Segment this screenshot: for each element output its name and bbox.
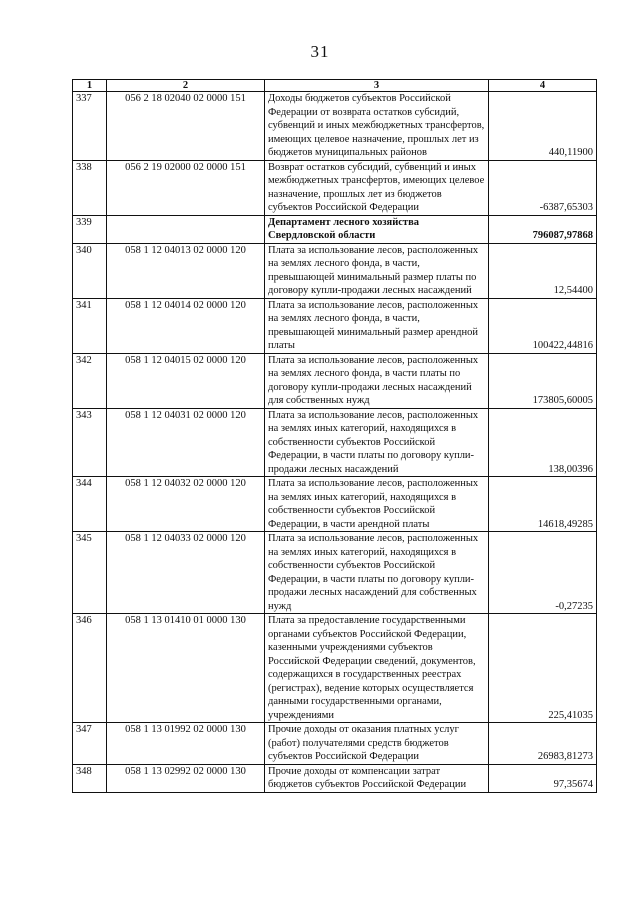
table-row [73, 298, 597, 353]
amount-cell: 225,41035 [489, 614, 597, 723]
amount-cell: 97,35674 [489, 764, 597, 792]
amount-cell: 440,11900 [489, 92, 597, 161]
header-row [73, 80, 597, 92]
amount-cell: 14618,49285 [489, 477, 597, 532]
classification-code-cell: 056 2 19 02000 02 0000 151 [107, 160, 265, 215]
row-number-cell: 337 [73, 92, 107, 161]
amount-cell: 100422,44816 [489, 298, 597, 353]
amount-cell: 138,00396 [489, 408, 597, 477]
column-header-2: 2 [107, 80, 265, 92]
table-row [73, 408, 597, 477]
classification-code-cell [107, 215, 265, 243]
classification-code-cell: 058 1 12 04033 02 0000 120 [107, 532, 265, 614]
classification-code-cell: 058 1 12 04031 02 0000 120 [107, 408, 265, 477]
description-cell: Плата за использование лесов, расположенных на землях лесного фонда, в части платы по договору купли-продажи лесных насаждений для собственных нужд [265, 353, 489, 408]
row-number-cell: 342 [73, 353, 107, 408]
description-cell: Возврат остатков субсидий, субвенций и иных межбюджетных трансфертов, имеющих целевое назначение, прошлых лет из бюджетов субъектов Российской Федерации [265, 160, 489, 215]
description-cell: Доходы бюджетов субъектов Российской Федерации от возврата остатков субсидий, субвенций и иных межбюджетных трансфертов, имеющих целевое назначение, прошлых лет из бюджетов муниципальных районов [265, 92, 489, 161]
table-row [73, 532, 597, 614]
row-number-cell: 339 [73, 215, 107, 243]
column-header-4: 4 [489, 80, 597, 92]
classification-code-cell: 058 1 13 02992 02 0000 130 [107, 764, 265, 792]
table-row [73, 477, 597, 532]
row-number-cell: 346 [73, 614, 107, 723]
classification-code-cell: 058 1 12 04013 02 0000 120 [107, 243, 265, 298]
description-cell: Прочие доходы от оказания платных услуг (работ) получателями средств бюджетов субъектов Российской Федерации [265, 723, 489, 765]
row-number-cell: 343 [73, 408, 107, 477]
column-header-3: 3 [265, 80, 489, 92]
amount-cell: 796087,97868 [489, 215, 597, 243]
row-number-cell: 348 [73, 764, 107, 792]
table-header [73, 80, 597, 92]
classification-code-cell: 058 1 12 04014 02 0000 120 [107, 298, 265, 353]
description-cell: Плата за предоставление государственными органами субъектов Российской Федерации, казенными учреждениями субъектов Российской Федерации сведений, документов, содержащихся в государственных реестрах (регистрах), ведение которых осуществляется данными государственными органами, учреждениями [265, 614, 489, 723]
classification-code-cell: 056 2 18 02040 02 0000 151 [107, 92, 265, 161]
table-row [73, 160, 597, 215]
page-number: 31 [310, 42, 330, 61]
description-cell: Плата за использование лесов, расположенных на землях иных категорий, находящихся в собственности субъектов Российской Федерации, в части платы по договору купли-продажи лесных насаждений для собственных нужд [265, 532, 489, 614]
row-number-cell: 345 [73, 532, 107, 614]
description-cell: Прочие доходы от компенсации затрат бюджетов субъектов Российской Федерации [265, 764, 489, 792]
amount-cell: 26983,81273 [489, 723, 597, 765]
row-number-cell: 338 [73, 160, 107, 215]
classification-code-cell: 058 1 13 01992 02 0000 130 [107, 723, 265, 765]
classification-code-cell: 058 1 12 04015 02 0000 120 [107, 353, 265, 408]
amount-cell: 173805,60005 [489, 353, 597, 408]
row-number-cell: 347 [73, 723, 107, 765]
description-cell: Плата за использование лесов, расположенных на землях иных категорий, находящихся в собственности субъектов Российской Федерации, в части арендной платы [265, 477, 489, 532]
description-cell: Департамент лесного хозяйства Свердловской области [265, 215, 489, 243]
description-cell: Плата за использование лесов, расположенных на землях иных категорий, находящихся в собственности субъектов Российской Федерации, в части платы по договору купли-продажи лесных насаждений [265, 408, 489, 477]
column-header-1: 1 [73, 80, 107, 92]
description-cell: Плата за использование лесов, расположенных на землях лесного фонда, в части, превышающей минимальный размер арендной платы [265, 298, 489, 353]
table-row [73, 764, 597, 792]
table-row [73, 243, 597, 298]
row-number-cell: 340 [73, 243, 107, 298]
table-row [73, 614, 597, 723]
description-cell: Плата за использование лесов, расположенных на землях лесного фонда, в части, превышающей минимальный размер платы по договору купли-продажи лесных насаждений [265, 243, 489, 298]
amount-cell: -6387,65303 [489, 160, 597, 215]
table-row [73, 723, 597, 765]
table-body [73, 92, 597, 793]
budget-revenue-table [72, 79, 597, 793]
row-number-cell: 341 [73, 298, 107, 353]
amount-cell: -0,27235 [489, 532, 597, 614]
classification-code-cell: 058 1 13 01410 01 0000 130 [107, 614, 265, 723]
table-row [73, 215, 597, 243]
row-number-cell: 344 [73, 477, 107, 532]
classification-code-cell: 058 1 12 04032 02 0000 120 [107, 477, 265, 532]
amount-cell: 12,54400 [489, 243, 597, 298]
table-row [73, 92, 597, 161]
table-row [73, 353, 597, 408]
